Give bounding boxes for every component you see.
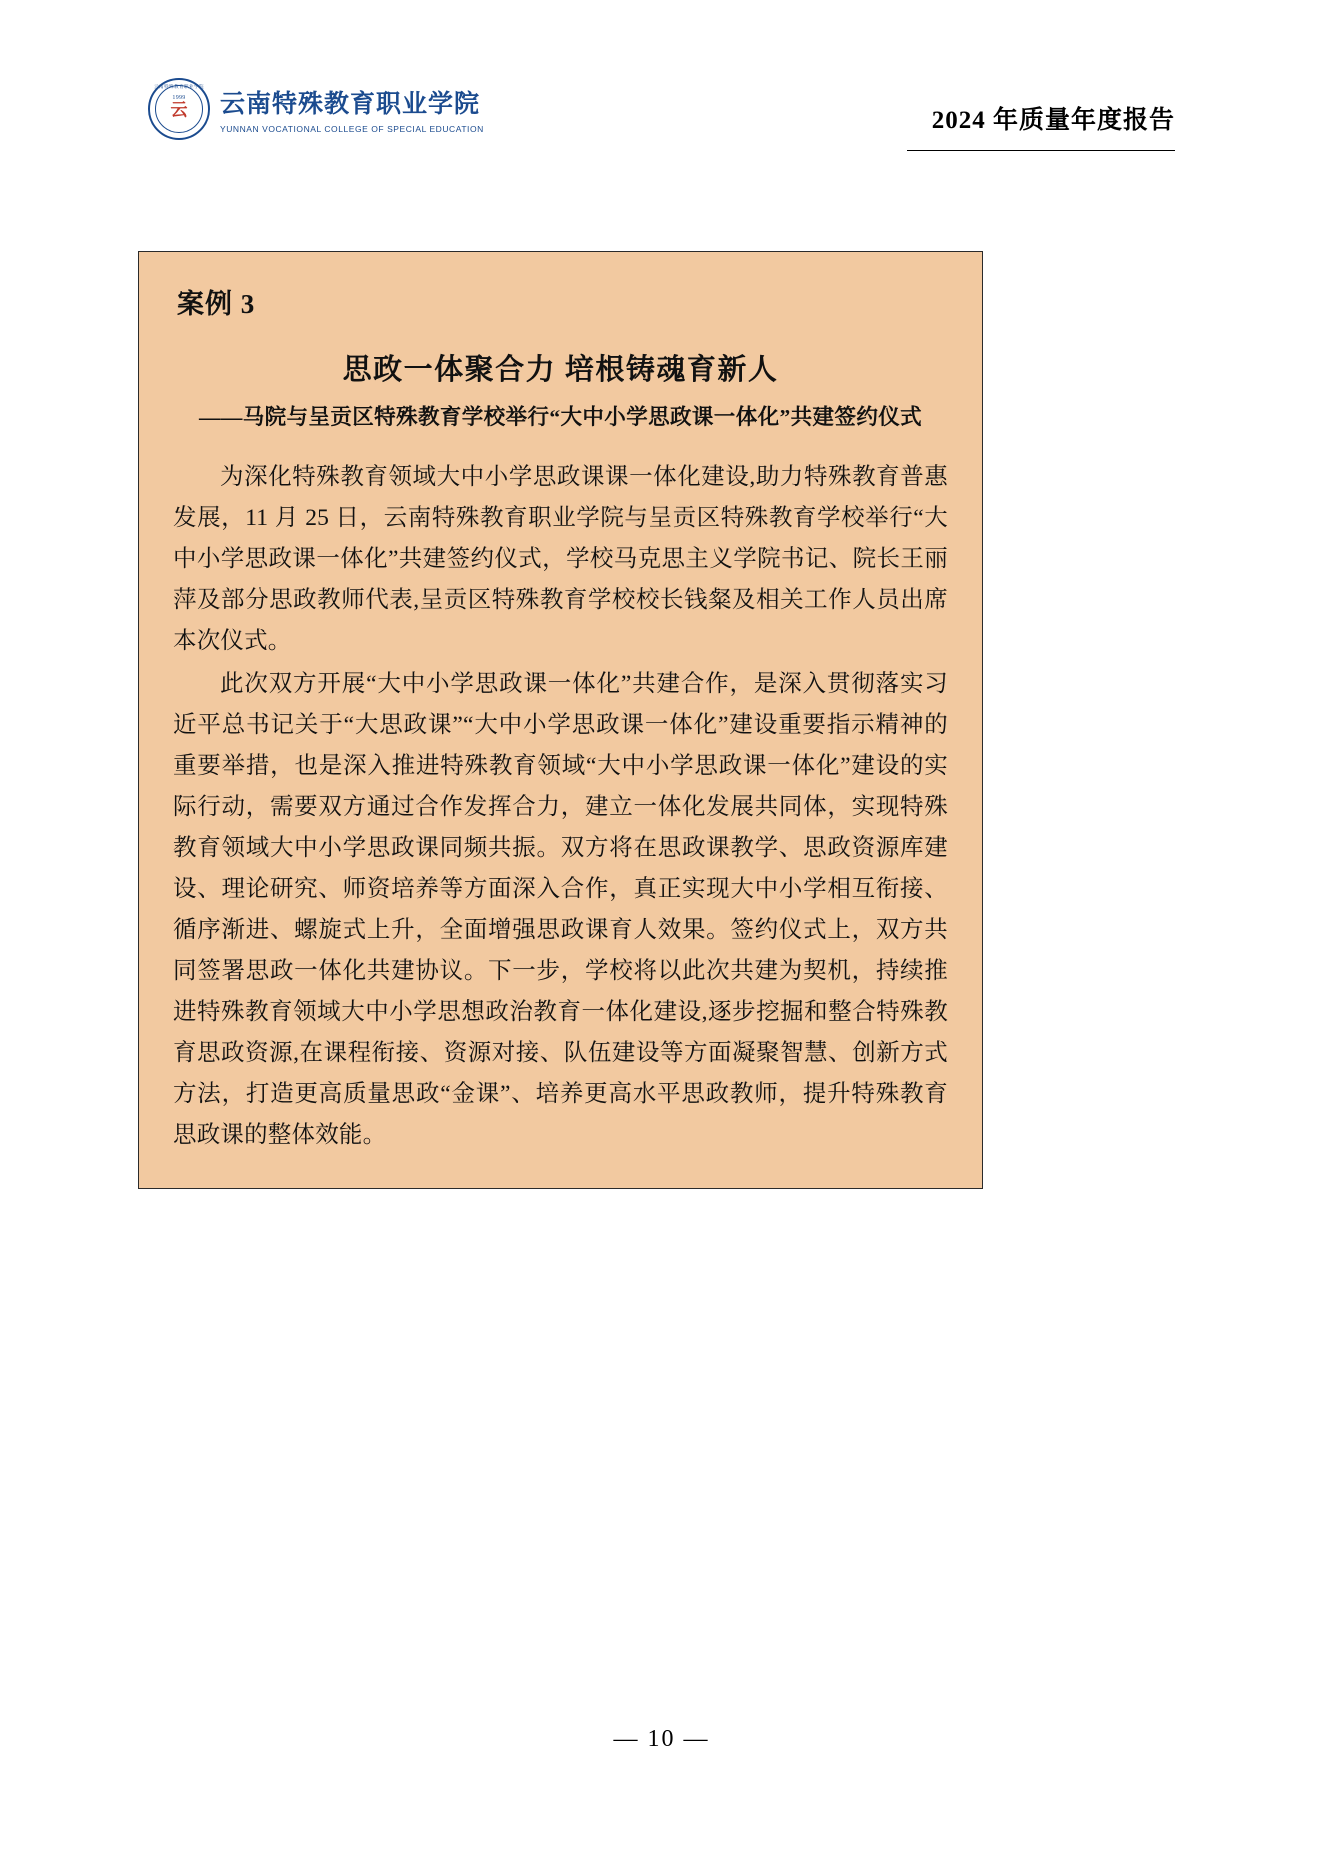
header-divider (907, 150, 1175, 151)
college-emblem-icon (148, 78, 210, 140)
emblem-year: 1999 (172, 95, 186, 101)
case-box (138, 251, 983, 1189)
case-label: 案例 3 (177, 289, 256, 319)
case-subtitle: ——马院与呈贡区特殊教育学校举行“大中小学思政课一体化”共建签约仪式 (198, 405, 923, 429)
college-name-en: YUNNAN VOCATIONAL COLLEGE OF SPECIAL EDUCATION (220, 124, 484, 134)
report-title: 2024 年质量年度报告 (931, 107, 1175, 134)
case-title: 思政一体聚合力 培根铸魂育新人 (342, 354, 779, 386)
case-paragraph: 此次双方开展“大中小学思政课一体化”共建合作，是深入贯彻落实习近平总书记关于“大思政课”“大中小学思政课一体化”建设重要指示精神的重要举措，也是深入推进特殊教育领域“大中小学思政课一体化”建设的实际行动，需要双方通过合作发挥合力，建立一体化发展共同体，实现特殊教育领域大中小学思政课同频共振。双方将在思政课教学、思政资源库建设、理论研究、师资培养等方面深入合作，真正实现大中小学相互衔接、循序渐进、螺旋式上升，全面增强思政课育人效果。签约仪式上，双方共同签署思政一体化共建协议。下一步，学校将以此次共建为契机，持续推进特殊教育领域大中小学思想政治教育一体化建设,逐步挖掘和整合特殊教育思政资源,在课程衔接、资源对接、队伍建设等方面凝聚智慧、创新方式方法，打造更高质量思政“金课”、培养更高水平思政教师，提升特殊教育思政课的整体效能。 (173, 671, 948, 1148)
college-name-cn: 云南特殊教育职业学院 (220, 91, 481, 118)
page-header (148, 78, 1175, 158)
page-number: — 10 — (613, 1726, 710, 1752)
case-paragraph: 为深化特殊教育领域大中小学思政课课一体化建设,助力特殊教育普惠发展，11 月 25 日，云南特殊教育职业学院与呈贡区特殊教育学校举行“大中小学思政课一体化”共建签约仪式，学校马克思主义学院书记、院长王丽萍及部分思政教师代表,呈贡区特殊教育学校校长钱粲及相关工作人员出席本次仪式。 (173, 464, 948, 654)
emblem-arc-text: 云南特殊教育职业学院 (154, 84, 204, 89)
emblem-glyph: 云 (170, 100, 188, 120)
college-logo (148, 78, 484, 140)
college-logo-text (220, 84, 484, 134)
